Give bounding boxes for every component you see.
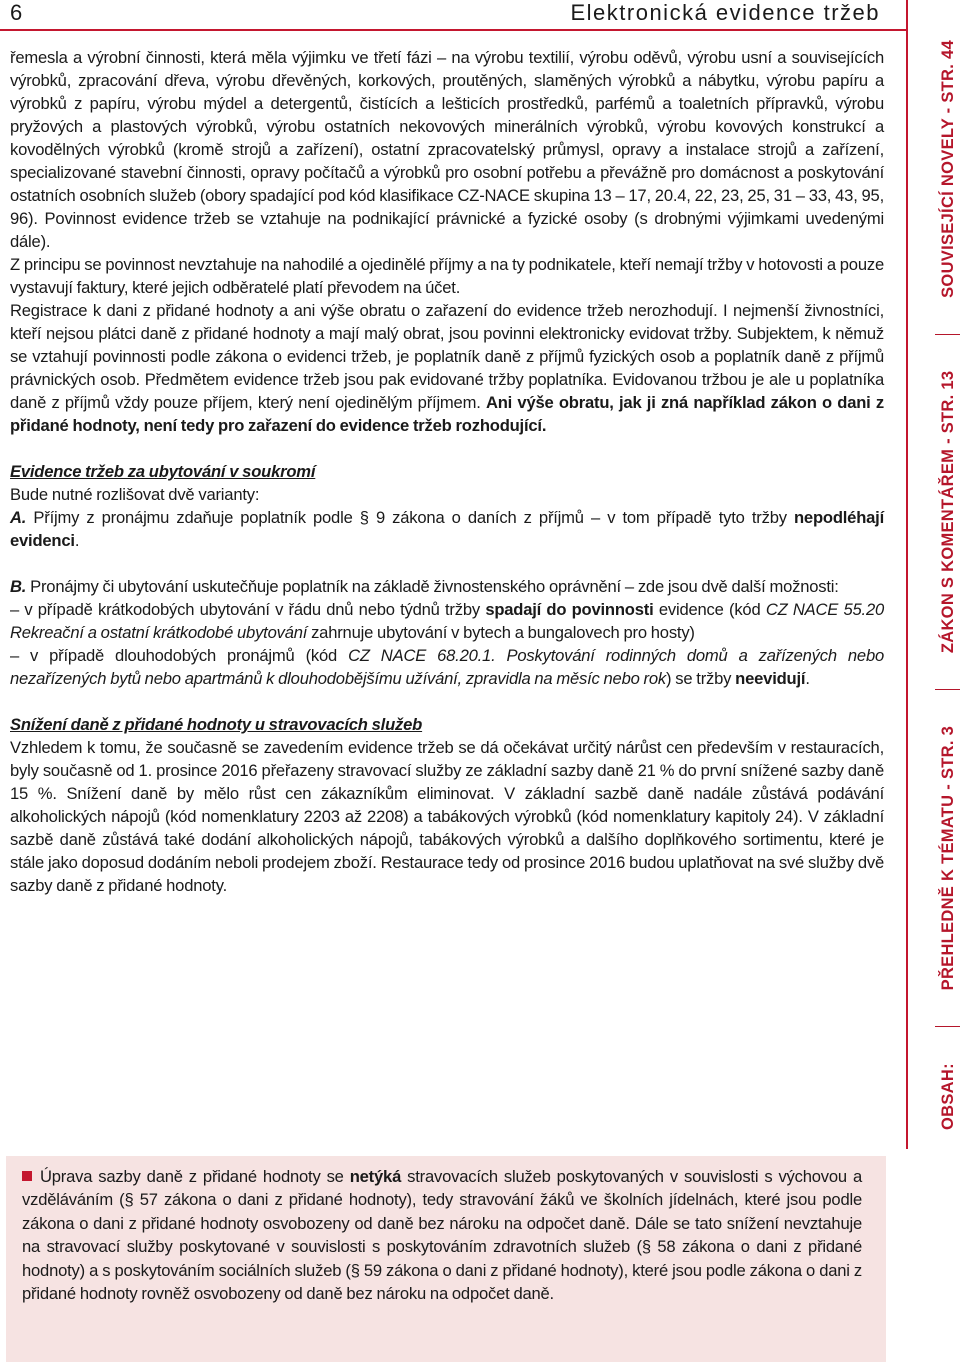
punctuation: . [805, 669, 810, 688]
list-text: ) se tržby [666, 669, 736, 688]
paragraph [10, 299, 884, 437]
bullet-icon [22, 1171, 32, 1181]
main-text [10, 46, 884, 897]
page-number: 6 [10, 0, 23, 25]
box-text: Úprava sazby daně z přidané hodnoty se [40, 1167, 350, 1186]
punctuation: . [74, 531, 80, 550]
nace-code: CZ NACE 68.20.1. Poskytování rodinných domů a zařízených nebo nezařízených bytů nebo apartmánů k dlouhodobějšímu užívání, zpravidla na měsíc nebo rok [10, 646, 884, 688]
variant-text: Příjmy z pronájmu zdaňuje poplatník podle § 9 zákona o daních z příjmů – v tom případě tyto tržby [26, 508, 794, 527]
variant-text: Pronájmy či ubytování uskutečňuje poplatník na základě živnostenského oprávnění – zde jsou dvě další možnosti: [26, 577, 839, 596]
emphasis-text: nepodléhají evidenci [10, 508, 884, 550]
paragraph: Z principu se povinnost nevztahuje na nahodilé a ojedinělé příjmy a na ty podnikatele, kteří nemají tržby v hotovosti a pouze vystavují faktury, které jejich odběratelé platí převodem na účet. [10, 255, 884, 297]
section-heading: Snížení daně z přidané hodnoty u stravovacích služeb [10, 715, 423, 734]
sidebar-link-law[interactable]: ZÁKON S KOMENTÁŘEM - STR. 13 [938, 370, 957, 654]
list-item [10, 598, 884, 644]
paragraph-text: Registrace k dani z přidané hodnoty a ani výše obratu o zařazení do evidence tržeb nerozhodují. I nejmenší živnostníci, kteří nejsou plátci daně z přidané hodnoty a mají malý obrat, jsou povinni elektronicky evidovat tržby. Subjektem, k němuž se vztahují povinnosti podle zákona o evidenci tržeb, je poplatník daně z příjmů fyzických osob a poplatník daně z příjmů právnických osob. Předmětem evidence tržeb jsou pak evidované tržby poplatníka. Evidovanou tržbou je ale u poplatníka daně z příjmů vždy pouze příjem, který není ojedinělým příjmem. [10, 301, 884, 412]
list-text: zahrnuje ubytování v bytech a bungalovech pro hosty) [307, 623, 695, 642]
list-text: – v případě dlouhodobých pronájmů (kód [10, 646, 349, 665]
list-text: – v případě krátkodobých ubytování v řádu dnů nebo týdnů tržby [10, 600, 486, 619]
sidebar-separator [935, 689, 960, 690]
sidebar-separator [935, 1026, 960, 1027]
paragraph: Bude nutné rozlišovat dvě varianty: [10, 485, 260, 504]
box-text: stravovacích služeb poskytovaných v souvislosti s výchovou a vzděláváním (§ 57 zákona o dani z přidané hodnoty), tedy stravování žáků ve školních jídelnách, které jsou podle zákona o dani z přidané hodnoty osvobozeny od daně bez nároku na odpočet daně. Dále se tato snížení nevztahuje na stravovací služby poskytované v souvislosti s poskytováním zdravotních služeb (§ 58 zákona o dani z přidané hodnoty) a s poskytováním sociálních služeb (§ 59 zákona o dani z přidané hodnoty), které jsou podle zákona o dani z přidané hodnoty rovněž osvobozeny od daně bez nároku na odpočet daně. [22, 1167, 862, 1304]
variant-label: B. [10, 577, 27, 596]
paragraph: řemesla a výrobní činnosti, která měla výjimku ve třetí fázi – na výrobu textilií, výrobu oděvů, výrobu usní a souvisejících výrobků, zpracování dřeva, výrobu dřevěných, korkových, proutěných, slaměných výrobků a nábytku, výrobu papíru a výrobků z papíru, výrobu mýdel a detergentů, čistících a lešticích prostředků, parfémů a toaletních přípravků, výrobu pryžových a plastových výrobků, výrobu ostatních nekovových minerálních výrobků, výrobu kovových konstrukcí a kovodělných výrobků (kromě strojů a zařízení), ostatní zpracovatelský průmysl, opravy a instalace strojů a zařízení, specializované stavební činnosti, opravy počítačů a výrobků pro osobní potřebu a převážně pro domácnost a poskytování ostatních osobních služeb (obory spadající pod kód klasifikace CZ-NACE skupina 13 – 17, 20.4, 22, 23, 25, 31 – 33, 43, 95, 96). Povinnost evidence tržeb se vztahuje na podnikající právnické a fyzické osoby (s drobnými výjimkami uvedenými dále). [10, 48, 884, 251]
variant-b [10, 575, 884, 598]
sidebar-contents [934, 40, 960, 1130]
emphasis-text: spadají do povinnosti [485, 600, 654, 619]
variant-a [10, 506, 884, 552]
running-title: Elektronická evidence tržeb [570, 0, 880, 25]
header-divider [0, 29, 906, 31]
page-header [0, 0, 900, 28]
emphasis-text: Ani výše obratu, jak ji zná například zákon o dani z přidané hodnoty, není tedy pro zařazení do evidence tržeb rozhodující. [10, 393, 884, 435]
sidebar-link-amendments[interactable]: SOUVISEJÍCÍ NOVELY - STR. 44 [938, 40, 957, 298]
emphasis-text: netýká [349, 1167, 402, 1186]
list-item [10, 644, 884, 690]
variant-label: A. [10, 508, 27, 527]
nace-code: CZ NACE 55.20 Rekreační a ostatní krátkodobé ubytování [10, 600, 885, 642]
sidebar [908, 40, 960, 1150]
info-box-text [22, 1165, 862, 1305]
emphasis-text: neevidují [735, 669, 806, 688]
list-text: evidence (kód [653, 600, 766, 619]
sidebar-contents-label: OBSAH: [938, 1063, 957, 1130]
sidebar-link-overview[interactable]: PŘEHLEDNĚ K TÉMATU - STR. 3 [938, 725, 957, 991]
paragraph: Vzhledem k tomu, že současně se zavedením evidence tržeb se dá očekávat určitý nárůst cen především v restauracích, byly současně od 1. prosince 2016 přeřazeny stravovací služby ze základní sazby daně 21 % do první snížené sazby daně 15 %. Snížení daně by mělo růst cen zákazníkům eliminovat. V základní sazbě daně nadále zůstává podávání alkoholických nápojů (kód nomenklatury 2203 až 2208) a tabákových výrobků (kód nomenklatury kapitoly 24). V základní sazbě daně zůstává také dodání alkoholických nápojů, tabákových výrobků a dalšího doplňkového sortimentu, které je stále jako doposud dodáním neboli prodejem zboží. Restaurace tedy od prosince 2016 budou uplatňovat na své služby dvě sazby daně z přidané hodnoty. [10, 738, 884, 895]
section-heading: Evidence tržeb za ubytování v soukromí [10, 462, 316, 481]
sidebar-separator [935, 334, 960, 335]
